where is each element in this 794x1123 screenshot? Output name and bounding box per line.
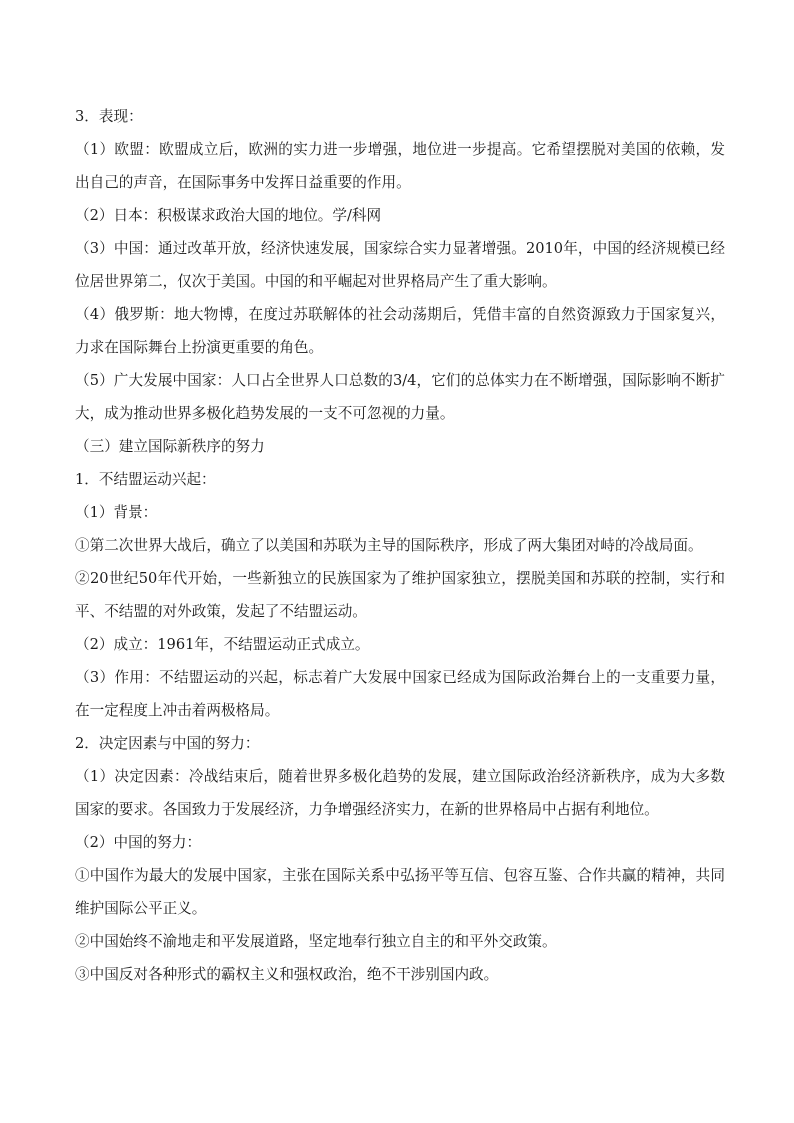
paragraph: （5）广大发展中国家：人口占全世界人口总数的3/4，它们的总体实力在不断增强，国际影响不断扩大，成为推动世界多极化趋势发展的一支不可忽视的力量。 — [75, 372, 725, 422]
subheading: （2）中国的努力： — [75, 834, 202, 851]
section-heading: 1．不结盟运动兴起： — [75, 471, 216, 488]
paragraph: ②20世纪50年代开始，一些新独立的民族国家为了维护国家独立，摆脱美国和苏联的控制，实行和平、不结盟的对外政策，发起了不结盟运动。 — [75, 570, 725, 620]
paragraph: （3）中国：通过改革开放，经济快速发展，国家综合实力显著增强。2010年，中国的经济规模已经位居世界第二，仅次于美国。中国的和平崛起对世界格局产生了重大影响。 — [75, 240, 725, 290]
section-heading: （三）建立国际新秩序的努力 — [75, 438, 265, 455]
section-heading: 2．决定因素与中国的努力： — [75, 735, 260, 752]
paragraph: ③中国反对各种形式的霸权主义和强权政治，绝不干涉别国内政。 — [75, 966, 499, 983]
paragraph: （2）日本：积极谋求政治大国的地位。学/科网 — [75, 207, 382, 224]
paragraph: （2）成立：1961年，不结盟运动正式成立。 — [75, 636, 370, 653]
paragraph: （1）决定因素：冷战结束后，随着世界多极化趋势的发展，建立国际政治经济新秩序，成为大多数国家的要求。各国致力于发展经济，力争增强经济实力，在新的世界格局中占据有利地位。 — [75, 768, 725, 818]
paragraph: （3）作用：不结盟运动的兴起，标志着广大发展中国家已经成为国际政治舞台上的一支重要力量，在一定程度上冲击着两极格局。 — [75, 669, 725, 719]
subheading: （1）背景： — [75, 504, 158, 521]
paragraph: （4）俄罗斯：地大物博，在度过苏联解体的社会动荡期后，凭借丰富的自然资源致力于国家复兴，力求在国际舞台上扮演更重要的角色。 — [75, 306, 725, 356]
paragraph: ①中国作为最大的发展中国家，主张在国际关系中弘扬平等互信、包容互鉴、合作共赢的精神，共同维护国际公平正义。 — [75, 867, 725, 917]
paragraph: （1）欧盟：欧盟成立后，欧洲的实力进一步增强，地位进一步提高。它希望摆脱对美国的依赖，发出自己的声音，在国际事务中发挥日益重要的作用。 — [75, 141, 725, 191]
paragraph: ①第二次世界大战后，确立了以美国和苏联为主导的国际秩序，形成了两大集团对峙的冷战局面。 — [75, 537, 703, 554]
document-page — [75, 100, 725, 991]
paragraph: ②中国始终不渝地走和平发展道路，坚定地奉行独立自主的和平外交政策。 — [75, 933, 557, 950]
section-heading: 3．表现： — [75, 108, 143, 125]
